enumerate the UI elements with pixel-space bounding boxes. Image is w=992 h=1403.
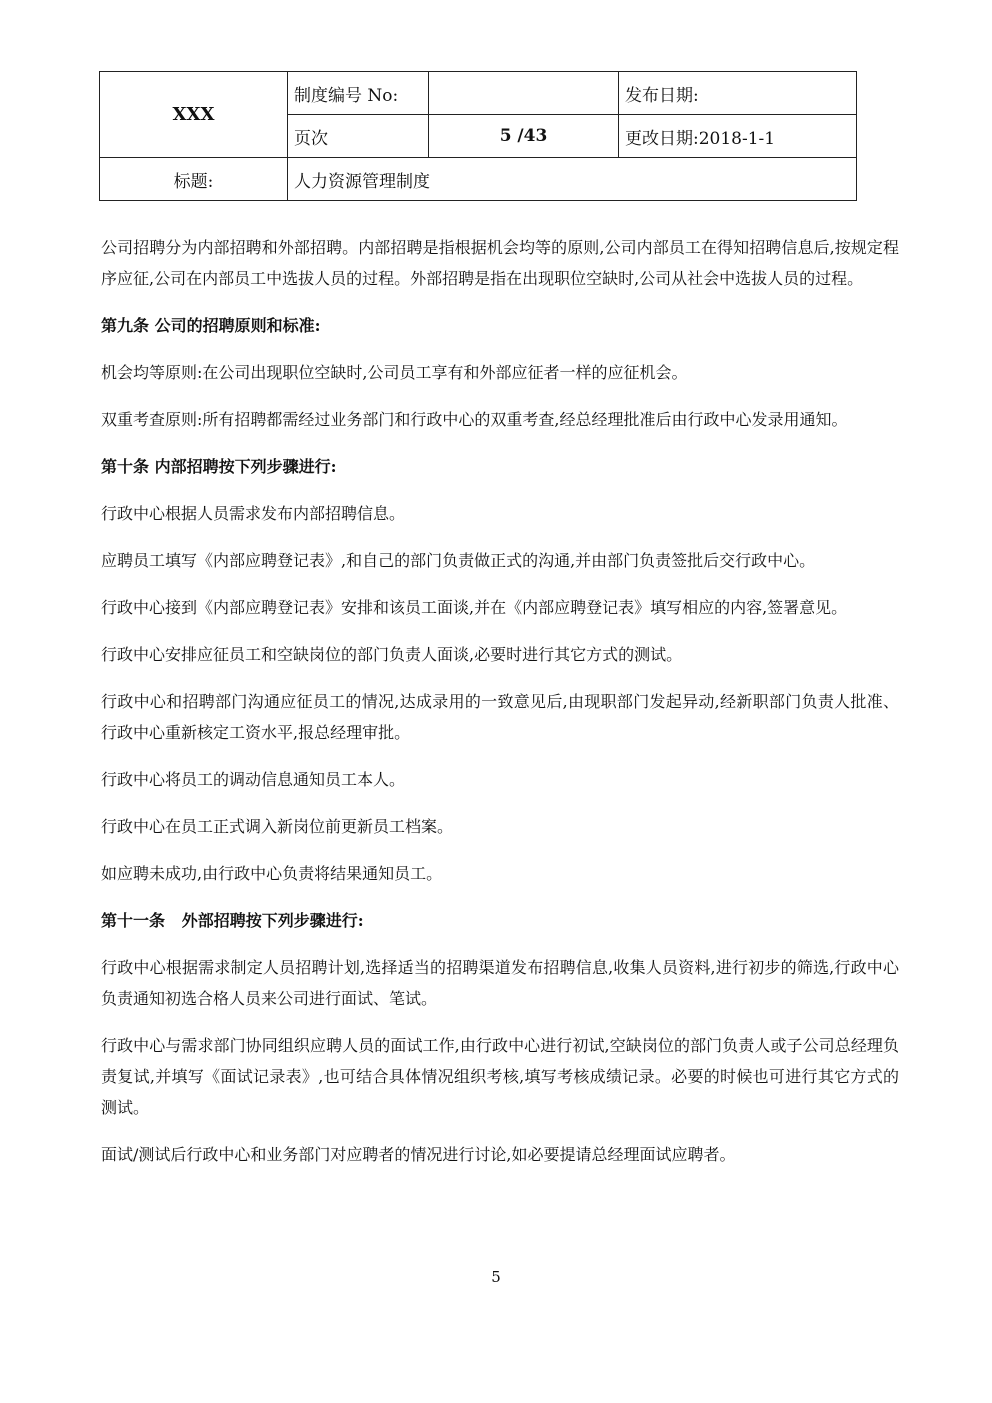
article-10-heading: 第十条 内部招聘按下列步骤进行: bbox=[101, 457, 337, 476]
header-row-3 bbox=[100, 158, 857, 201]
article-10-paragraph-2: 应聘员工填写《内部应聘登记表》,和自己的部门负责做正式的沟通,并由部门负责签批后交行政中心。 bbox=[101, 551, 816, 570]
article-9-paragraph-1: 机会均等原则:在公司出现职位空缺时,公司员工享有和外部应征者一样的应征机会。 bbox=[101, 363, 688, 382]
article-10-paragraph-5: 行政中心和招聘部门沟通应征员工的情况,达成录用的一致意见后,由现职部门发起异动,经新职部门负责人批准、行政中心重新核定工资水平,报总经理审批。 bbox=[101, 692, 899, 742]
page-label: 页次 bbox=[288, 115, 429, 158]
doc-number-value bbox=[429, 72, 619, 115]
article-11-paragraph-3: 面试/测试后行政中心和业务部门对应聘者的情况进行讨论,如必要提请总经理面试应聘者。 bbox=[101, 1145, 736, 1164]
title-label: 标题: bbox=[100, 158, 288, 201]
header-row-1 bbox=[100, 72, 857, 115]
company-name: XXX bbox=[100, 72, 288, 158]
article-10-paragraph-1: 行政中心根据人员需求发布内部招聘信息。 bbox=[101, 504, 406, 523]
article-11-paragraph-1: 行政中心根据需求制定人员招聘计划,选择适当的招聘渠道发布招聘信息,收集人员资料,进行初步的筛选,行政中心负责通知初选合格人员来公司进行面试、笔试。 bbox=[101, 958, 899, 1008]
article-10-paragraph-6: 行政中心将员工的调动信息通知员工本人。 bbox=[101, 770, 406, 789]
article-9-heading: 第九条 公司的招聘原则和标准: bbox=[101, 316, 321, 335]
page-number: 5 bbox=[491, 1268, 501, 1286]
article-11-heading: 第十一条 外部招聘按下列步骤进行: bbox=[101, 911, 364, 930]
doc-number-label: 制度编号 No: bbox=[288, 72, 429, 115]
revision-date-value: 2018-1-1 bbox=[698, 128, 776, 149]
revision-date-label: 更改日期: bbox=[625, 128, 699, 149]
article-10-paragraph-7: 行政中心在员工正式调入新岗位前更新员工档案。 bbox=[101, 817, 454, 836]
document-body bbox=[101, 232, 899, 1186]
article-11-paragraph-2: 行政中心与需求部门协同组织应聘人员的面试工作,由行政中心进行初试,空缺岗位的部门负责人或子公司总经理负责复试,并填写《面试记录表》,也可结合具体情况组织考核,填写考核成绩记录。必要的时候也可进行其它方式的测试。 bbox=[101, 1036, 899, 1117]
article-10-paragraph-3: 行政中心接到《内部应聘登记表》安排和该员工面谈,并在《内部应聘登记表》填写相应的内容,签署意见。 bbox=[101, 598, 848, 617]
page-value: 5 /43 bbox=[429, 115, 619, 158]
article-9-paragraph-2: 双重考查原则:所有招聘都需经过业务部门和行政中心的双重考查,经总经理批准后由行政中心发录用通知。 bbox=[101, 410, 848, 429]
document-header-table bbox=[99, 71, 857, 201]
article-10-paragraph-8: 如应聘未成功,由行政中心负责将结果通知员工。 bbox=[101, 864, 443, 883]
title-value: 人力资源管理制度 bbox=[288, 158, 857, 201]
revision-date-cell bbox=[619, 115, 857, 158]
intro-paragraph: 公司招聘分为内部招聘和外部招聘。内部招聘是指根据机会均等的原则,公司内部员工在得知招聘信息后,按规定程序应征,公司在内部员工中选拔人员的过程。外部招聘是指在出现职位空缺时,公司从社会中选拔人员的过程。 bbox=[101, 238, 899, 288]
publish-date-label: 发布日期: bbox=[619, 72, 857, 115]
article-10-paragraph-4: 行政中心安排应征员工和空缺岗位的部门负责人面谈,必要时进行其它方式的测试。 bbox=[101, 645, 683, 664]
